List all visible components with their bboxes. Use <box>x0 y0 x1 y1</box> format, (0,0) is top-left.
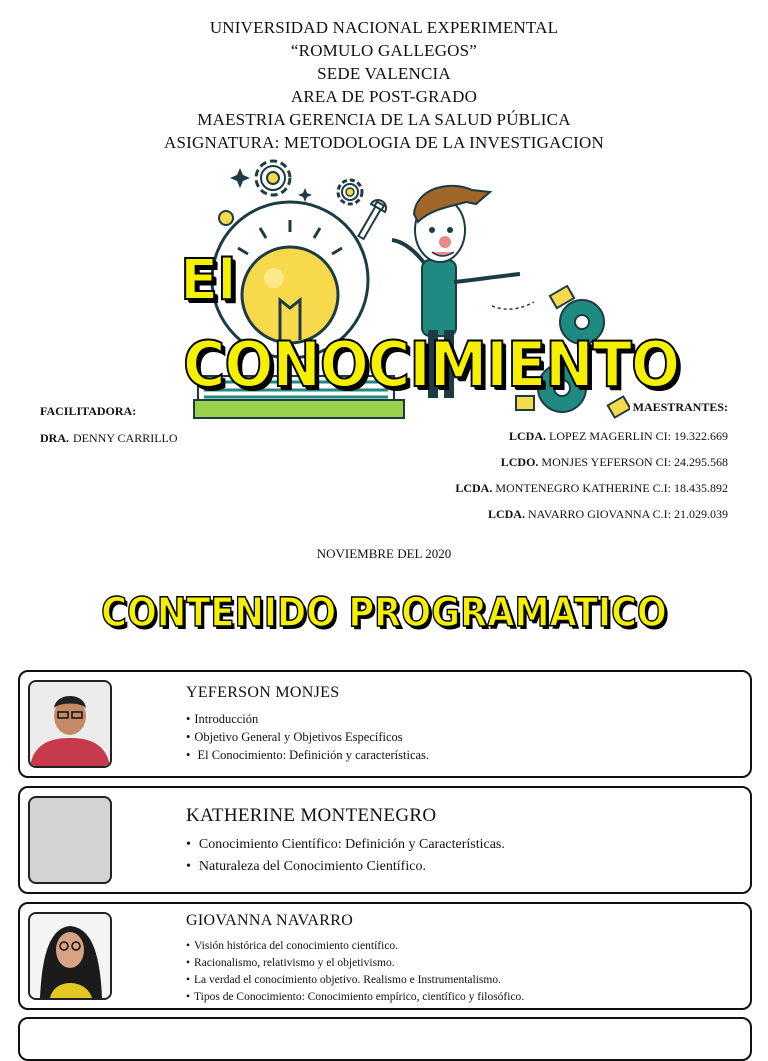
avatar <box>28 680 112 768</box>
content-card-katherine <box>18 786 752 894</box>
topic-list <box>186 834 505 878</box>
gear-icon <box>338 180 362 204</box>
student-prefix: LCDA. <box>455 481 493 495</box>
student-prefix: LCDA. <box>487 507 525 521</box>
card-name: GIOVANNA NAVARRO <box>186 912 354 929</box>
card-name: KATHERINE MONTENEGRO <box>186 805 437 826</box>
header-line: AREA DE POST-GRADO <box>290 87 478 106</box>
topic-item: • Conocimiento Científico: Definición y Características. <box>186 834 505 856</box>
topic-item: • Visión histórica del conocimiento científico. <box>186 938 524 955</box>
students-block <box>455 400 728 527</box>
program-title: CONTENIDO PROGRAMATICO <box>101 590 667 636</box>
student-name: LOPEZ MAGERLIN CI: 19.322.669 <box>549 429 728 443</box>
gear-icon <box>256 161 290 195</box>
student-row <box>455 501 728 527</box>
student-prefix: LCDA. <box>508 429 546 443</box>
topic-list <box>186 938 524 1006</box>
topic-item: • Objetivo General y Objetivos Específicos <box>186 728 429 746</box>
header-line: MAESTRIA GERENCIA DE LA SALUD PÚBLICA <box>197 110 571 129</box>
topic-item: • Naturaleza del Conocimiento Científico. <box>186 856 505 878</box>
facilitator-name-row <box>40 431 178 446</box>
header-line: ASIGNATURA: METODOLOGIA DE LA INVESTIGACION <box>164 133 604 152</box>
topic-item: • El Conocimiento: Definición y características. <box>186 746 429 764</box>
document-date: NOVIEMBRE DEL 2020 <box>316 546 452 561</box>
header-line: “ROMULO GALLEGOS” <box>290 41 478 60</box>
facilitator-label: FACILITADORA: <box>40 404 137 418</box>
student-name: MONJES YEFERSON CI: 24.295.568 <box>541 455 728 469</box>
sparkle-icon <box>230 168 250 188</box>
header-line: SEDE VALENCIA <box>317 64 451 83</box>
topic-item: • Introducción <box>186 710 429 728</box>
student-prefix: LCDO. <box>500 455 539 469</box>
avatar-placeholder <box>28 796 112 884</box>
student-row <box>455 423 728 449</box>
content-card-giovanna <box>18 902 752 1010</box>
students-title: MAESTRANTES: <box>632 400 728 414</box>
student-name: MONTENEGRO KATHERINE C.I: 18.435.892 <box>495 481 728 495</box>
header-line: UNIVERSIDAD NACIONAL EXPERIMENTAL <box>209 18 559 37</box>
facilitator-prefix: DRA. <box>40 431 69 445</box>
student-row <box>455 475 728 501</box>
avatar-woman-icon <box>30 914 110 998</box>
student-name: NAVARRO GIOVANNA C.I: 21.029.039 <box>527 507 728 521</box>
main-title-line1: El <box>180 248 236 313</box>
student-row <box>455 449 728 475</box>
sparkle-icon <box>298 188 312 202</box>
institution-header <box>0 16 768 154</box>
card-name: YEFERSON MONJES <box>186 684 340 701</box>
topic-item: • La verdad el conocimiento objetivo. Realismo e Instrumentalismo. <box>186 972 524 989</box>
topic-item: • Racionalismo, relativismo y el objetivismo. <box>186 955 524 972</box>
topic-list <box>186 710 429 764</box>
wrench-icon <box>354 197 389 241</box>
facilitator-name: DENNY CARRILLO <box>73 431 178 445</box>
avatar-man-icon <box>30 682 110 766</box>
avatar <box>28 912 112 1000</box>
topic-item: • Tipos de Conocimiento: Conocimiento empírico, científico y filosófico. <box>186 989 524 1006</box>
dot-icon <box>219 211 233 225</box>
content-card-yeferson <box>18 670 752 778</box>
main-title-line2: CONOCIMIENTO <box>183 328 680 401</box>
